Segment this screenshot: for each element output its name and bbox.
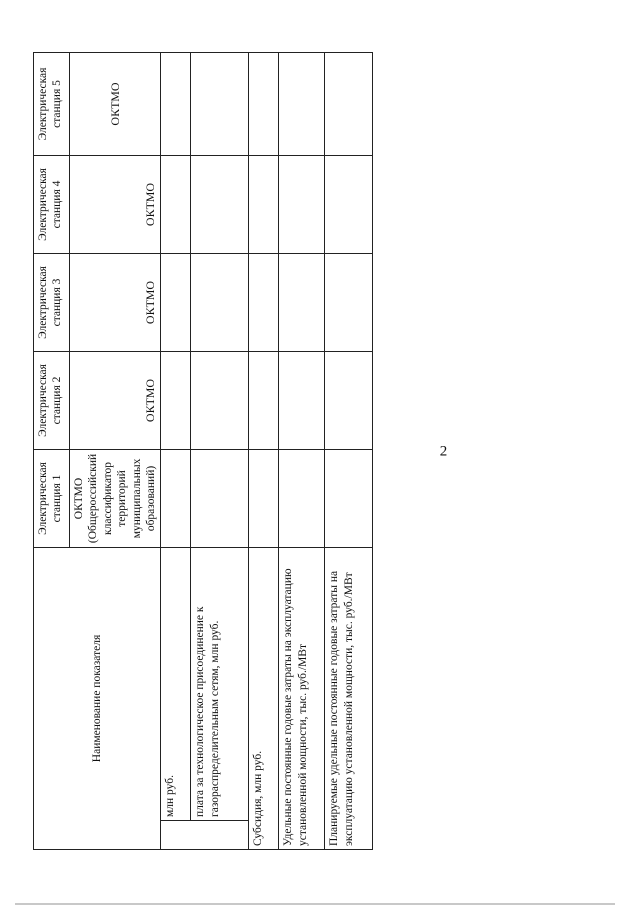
value-cell (279, 52, 325, 155)
value-cell (161, 253, 191, 351)
table-row (161, 52, 191, 849)
value-cell (249, 351, 279, 449)
value-cell (191, 52, 249, 155)
value-cell (325, 52, 373, 155)
station-1-code: ОКТМО (Общероссийский классификатор территорий муниципальных образований) (70, 449, 161, 547)
indicator-name-header: Наименование показателя (34, 547, 161, 849)
row-label: Удельные постоянные годовые затраты на эксплуатацию установленной мощности, тыс. руб./МВт (279, 547, 325, 849)
station-5-code: ОКТМО (70, 52, 161, 155)
row-label: Субсидия, млн руб. (249, 547, 279, 849)
table-row (191, 52, 249, 849)
value-cell (325, 155, 373, 253)
value-cell (161, 351, 191, 449)
station-4-header: Электрическая станция 4 (34, 155, 70, 253)
row-label: плата за технологическое присоединение к газораспределительным сетям, млн руб. (191, 547, 249, 820)
value-cell (161, 155, 191, 253)
value-cell (325, 253, 373, 351)
value-cell (249, 253, 279, 351)
row-indent-cell (161, 821, 249, 850)
table-row (325, 52, 373, 849)
value-cell (161, 449, 191, 547)
value-cell (191, 351, 249, 449)
value-cell (191, 155, 249, 253)
value-cell (279, 155, 325, 253)
value-cell (249, 449, 279, 547)
station-4-code: ОКТМО (70, 155, 161, 253)
page-number: 2 (439, 443, 448, 460)
station-3-code: ОКТМО (70, 253, 161, 351)
table-row (279, 52, 325, 849)
value-cell (249, 155, 279, 253)
station-1-header: Электрическая станция 1 (34, 449, 70, 547)
value-cell (325, 449, 373, 547)
value-cell (161, 52, 191, 155)
value-cell (279, 449, 325, 547)
value-cell (279, 253, 325, 351)
station-2-code: ОКТМО (70, 351, 161, 449)
indicators-table (33, 52, 373, 850)
station-2-header: Электрическая станция 2 (34, 351, 70, 449)
value-cell (191, 253, 249, 351)
row-label: Планируемые удельные постоянные годовые затраты на эксплуатацию установленной мощности, тыс. руб./МВт (325, 547, 373, 849)
value-cell (325, 351, 373, 449)
row-label: млн руб. (161, 547, 191, 820)
station-3-header: Электрическая станция 3 (34, 253, 70, 351)
table-row (249, 52, 279, 849)
station-5-header: Электрическая станция 5 (34, 52, 70, 155)
value-cell (191, 449, 249, 547)
value-cell (249, 52, 279, 155)
table-header-row (34, 52, 70, 849)
value-cell (279, 351, 325, 449)
